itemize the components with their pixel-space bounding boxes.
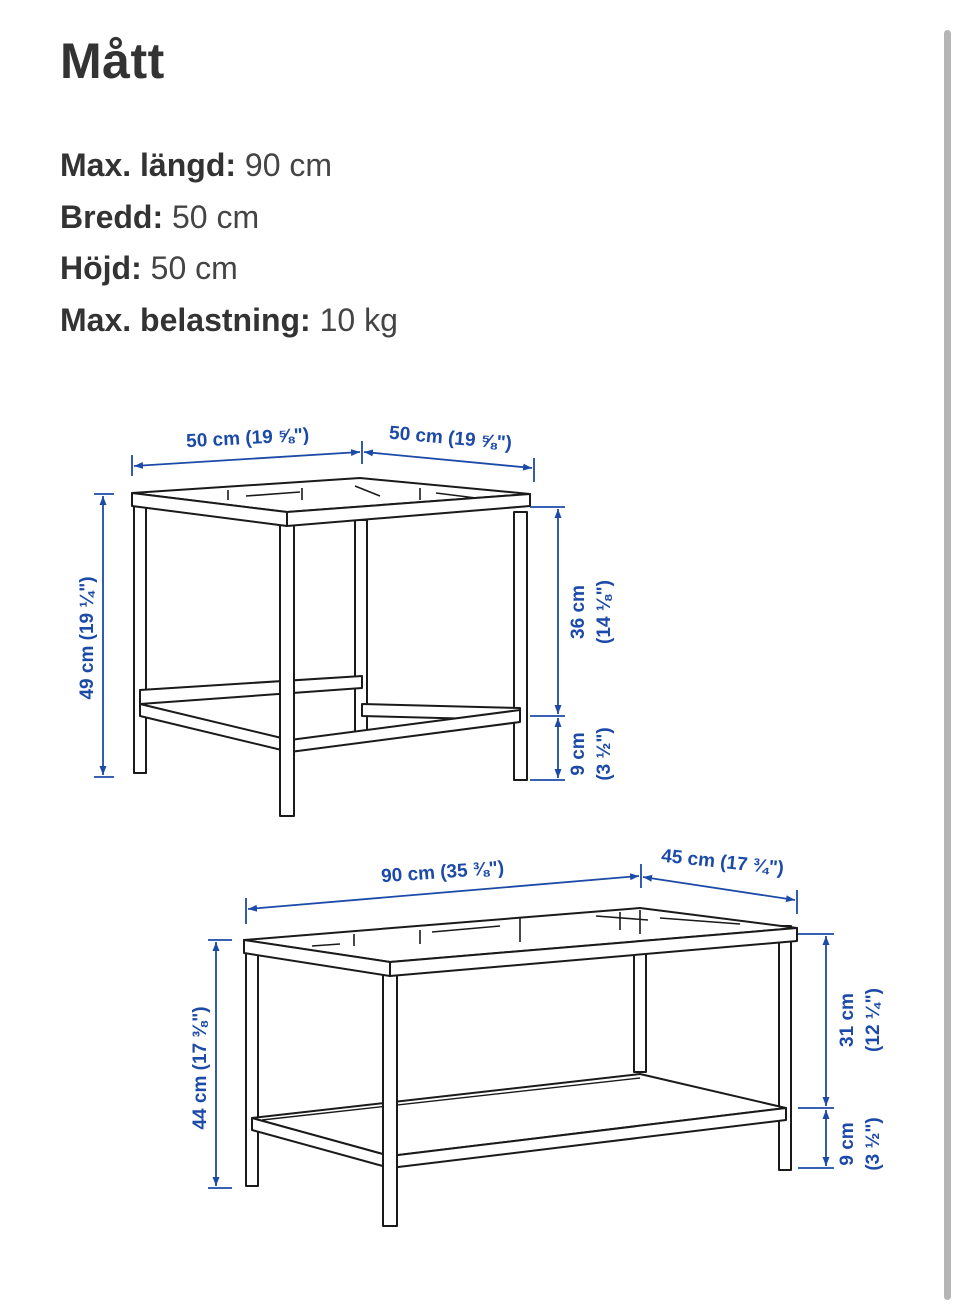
small-width-front-label: 50 cm (19 ⅝") bbox=[185, 424, 310, 453]
large-height-lower-label: 9 cm bbox=[837, 1122, 858, 1166]
large-length-label: 90 cm (35 ⅜") bbox=[380, 857, 505, 888]
large-height-total-label: 44 cm (17 ⅜") bbox=[190, 1006, 211, 1130]
small-table-drawing bbox=[132, 478, 530, 816]
scrollbar[interactable] bbox=[944, 30, 951, 1300]
small-width-side-label: 50 cm (19 ⅝") bbox=[388, 422, 513, 455]
spec-label: Max. längd: bbox=[60, 147, 237, 183]
small-height-upper-label: 36 cm bbox=[568, 585, 589, 639]
large-depth-label: 45 cm (17 ¾") bbox=[660, 845, 785, 880]
small-height-total-label: 49 cm (19 ¼") bbox=[77, 576, 98, 700]
small-height-lower-inch-label: (3 ½") bbox=[594, 727, 615, 781]
large-height-lower-inch-label: (3 ½") bbox=[863, 1117, 884, 1171]
spec-label: Höjd: bbox=[60, 250, 142, 286]
large-height-upper-inch-label: (12 ¼") bbox=[863, 988, 884, 1052]
spec-label: Bredd: bbox=[60, 198, 164, 235]
spec-value: 50 cm bbox=[172, 198, 260, 235]
spec-value: 10 kg bbox=[319, 301, 398, 338]
large-table-drawing bbox=[244, 908, 797, 1226]
page-title: Mått bbox=[60, 33, 165, 89]
spec-label: Max. belastning: bbox=[60, 301, 311, 338]
spec-value: 50 cm bbox=[150, 250, 238, 286]
large-height-upper-label: 31 cm bbox=[837, 993, 858, 1047]
spec-value: 90 cm bbox=[244, 147, 333, 183]
small-height-lower-label: 9 cm bbox=[568, 732, 589, 776]
small-height-upper-inch-label: (14 ⅛") bbox=[594, 580, 615, 644]
